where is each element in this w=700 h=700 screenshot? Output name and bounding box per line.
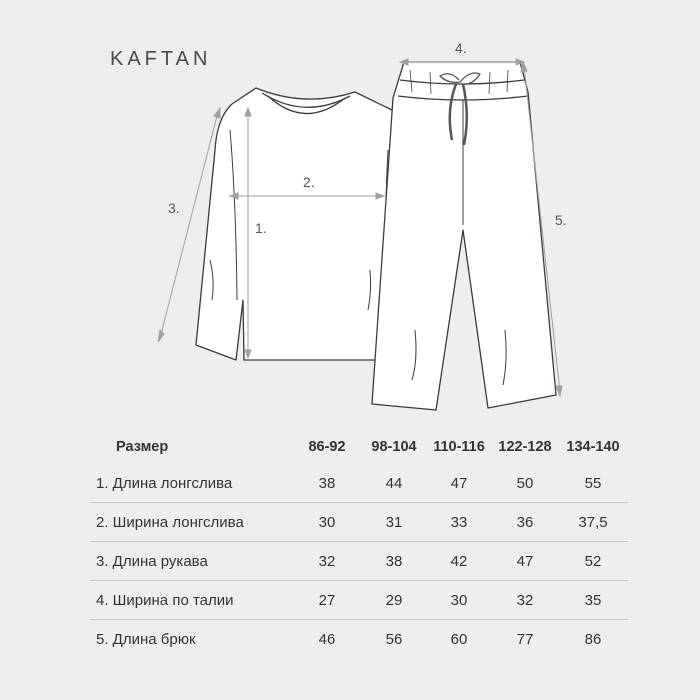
trousers-drawing	[372, 62, 556, 410]
table-cell: 44	[362, 464, 426, 503]
table-cell: 32	[292, 542, 362, 581]
table-cell: 77	[516, 630, 534, 648]
table-cell: 37,5	[558, 503, 628, 542]
table-cell: 32	[492, 581, 558, 620]
size-header-cell: 98-104	[371, 439, 417, 455]
table-cell: 33	[426, 503, 492, 542]
table-cell: 38	[292, 464, 362, 503]
parameter-label: 3. Длина рукава	[90, 542, 292, 581]
table-cell: 86	[584, 630, 602, 648]
brand-title: KAFTAN	[110, 48, 212, 70]
dimension-label-2: 2.	[303, 174, 315, 190]
table-cell: 55	[558, 464, 628, 503]
table-header-row	[90, 430, 628, 464]
table-cell: 36	[492, 503, 558, 542]
table-cell: 42	[426, 542, 492, 581]
parameter-label: 1. Длина лонгслива	[90, 464, 292, 503]
table-cell: 27	[292, 581, 362, 620]
size-header-cell: 134-140	[566, 439, 620, 455]
table-row	[90, 620, 628, 659]
table-row	[90, 464, 628, 503]
table-row	[90, 581, 628, 620]
table-cell: 31	[362, 503, 426, 542]
table-row	[90, 542, 628, 581]
table-cell: 46	[318, 630, 336, 648]
table-cell: 47	[426, 464, 492, 503]
parameter-label: 5. Длина брюк	[96, 630, 196, 648]
size-chart-table	[90, 430, 628, 658]
dimension-label-5: 5.	[555, 212, 567, 228]
table-cell: 60	[450, 630, 468, 648]
table-cell: 38	[362, 542, 426, 581]
table-cell: 50	[492, 464, 558, 503]
size-header-cell: 86-92	[308, 439, 346, 455]
table-cell: 52	[558, 542, 628, 581]
table-cell: 30	[292, 503, 362, 542]
table-cell: 56	[385, 630, 403, 648]
table-row	[90, 503, 628, 542]
parameter-label: 4. Ширина по талии	[90, 581, 292, 620]
size-header-cell: 122-128	[498, 439, 552, 455]
size-header-cell: 110-116	[433, 439, 485, 455]
size-column-header: Размер	[116, 439, 169, 455]
table-cell: 29	[362, 581, 426, 620]
dimension-label-4: 4.	[455, 40, 467, 56]
table-cell: 35	[558, 581, 628, 620]
table-cell: 47	[492, 542, 558, 581]
dimension-label-1: 1.	[255, 220, 267, 236]
parameter-label: 2. Ширина лонгслива	[90, 503, 292, 542]
dimension-label-3: 3.	[168, 200, 180, 216]
table-cell: 30	[426, 581, 492, 620]
